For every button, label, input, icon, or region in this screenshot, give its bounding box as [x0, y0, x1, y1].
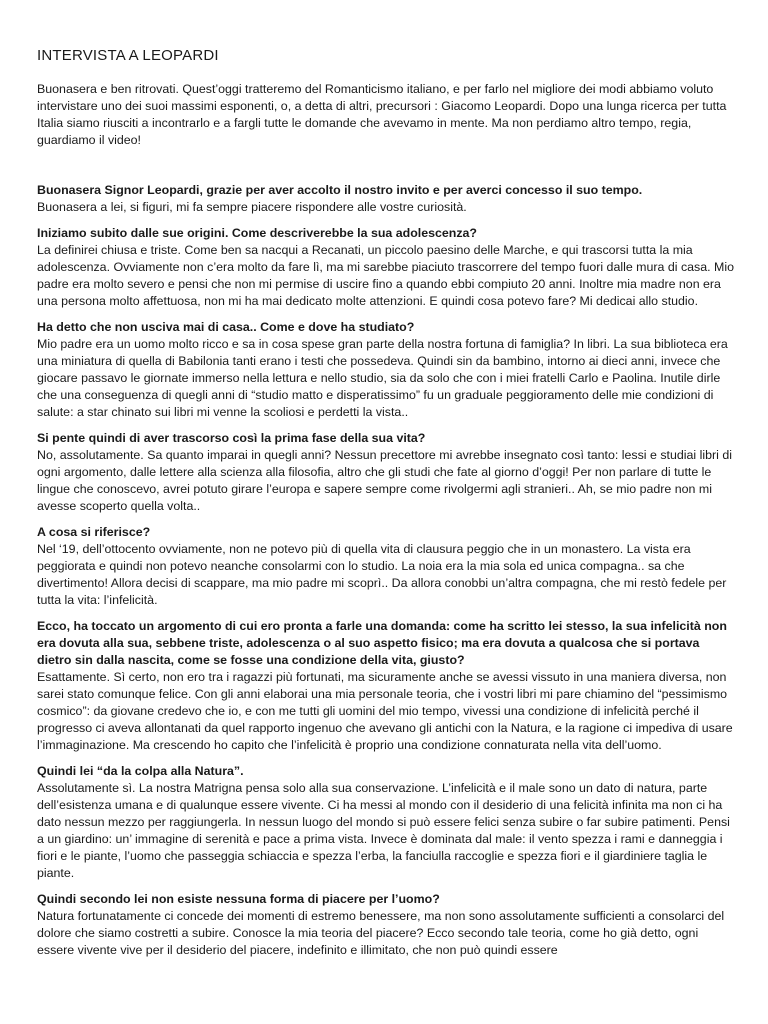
- answer: Mio padre era un uomo molto ricco e sa in cosa spese gran parte della nostra fortuna di famiglia? In libri. La sua biblioteca era una miniatura di quella di Babilonia tanti erano i testi che possedeva. Quindi sin da bambino, intorno ai dieci anni, invece che giocare passavo le giornate immerso nella lettura e nello studio, sia da solo che con i miei fratelli Carlo e Paolina. Inutile dirle che una conseguenza di quegli anni di “studio matto e disperatissimo” fu un graduale peggioramento delle mie condizioni di salute: a star chinato sui libri mi venne la scoliosi e perdetti la vista..: [37, 337, 728, 419]
- qa-block: [37, 763, 737, 882]
- question: Quindi lei “da la colpa alla Natura”.: [37, 764, 244, 778]
- document-page: [37, 47, 737, 968]
- document-title: INTERVISTA A LEOPARDI: [37, 47, 219, 64]
- qa-block: [37, 225, 737, 310]
- qa-block: [37, 430, 737, 515]
- question: Buonasera Signor Leopardi, grazie per aver accolto il nostro invito e per averci concesso il suo tempo.: [37, 183, 643, 197]
- answer: Assolutamente sì. La nostra Matrigna pensa solo alla sua conservazione. L’infelicità e il male sono un dato di natura, parte dell’esistenza umana e di qualunque essere vivente. Ci ha messi al mondo con il desiderio di una felicità infinita ma non ci ha dato nessun mezzo per raggiungerla. In nessun luogo del mondo si può essere felici senza subire o far subire patimenti. Pensi a un giardino: un’ immagine di serenità e pace a prima vista. Invece è dominata dal male: il vento spezza i rami e danneggia i fiori e le piante, l’uomo che passeggia schiaccia e spezza l’erba, la fanciulla raccoglie e spezza fiori e il giardiniere taglia le piante.: [37, 781, 730, 880]
- intro-paragraph: Buonasera e ben ritrovati. Quest’oggi tratteremo del Romanticismo italiano, e per farlo nel migliore dei modi abbiamo voluto intervistare uno dei suoi massimi esponenti, o, a detta di altri, precursori : Giacomo Leopardi. Dopo una lunga ricerca per tutta Italia siamo riusciti a incontrarlo e a fargli tutte le domande che avevamo in mente. Ma non perdiamo altro tempo, regia, guardiamo il video!: [37, 82, 727, 147]
- question: Si pente quindi di aver trascorso così la prima fase della sua vita?: [37, 431, 426, 445]
- answer: Buonasera a lei, si figuri, mi fa sempre piacere rispondere alle vostre curiosità.: [37, 200, 467, 214]
- qa-block: [37, 891, 737, 959]
- question: A cosa si riferisce?: [37, 525, 151, 539]
- qa-block: [37, 524, 737, 609]
- answer: Nel ‘19, dell’ottocento ovviamente, non ne potevo più di quella vita di clausura peggio che in un monastero. La vista era peggiorata e quindi non potevo neanche consolarmi con lo studio. La noia era la mia sola ed unica compagna.. sa che divertimento! Allora decisi di scappare, ma mio padre mi scoprì.. Da allora conobbi un’altra compagna, che mi restò fedele per tutta la vita: l’infelicità.: [37, 542, 727, 607]
- qa-block: [37, 182, 737, 216]
- question: Ha detto che non usciva mai di casa.. Come e dove ha studiato?: [37, 320, 415, 334]
- answer: Esattamente. Sì certo, non ero tra i ragazzi più fortunati, ma sicuramente anche se avessi vissuto in una maniera diversa, non sarei stato comunque felice. Con gli anni elaborai una mia personale teoria, che i vostri libri mi pare chiamino del “pessimismo cosmico”: da giovane credevo che io, e con me tutti gli uomini del mio tempo, vivessi una condizione di infelicità perché il progresso ci aveva allontanati da quel rapporto ingenuo che avevano gli antichi con la Natura, e la ragione ci impediva di usare l’immaginazione. Ma crescendo ho capito che l’infelicità è proprio una condizione connaturata nella vita dell’uomo.: [37, 670, 733, 752]
- qa-block: [37, 618, 737, 754]
- question: Iniziamo subito dalle sue origini. Come descriverebbe la sua adolescenza?: [37, 226, 478, 240]
- qa-block: [37, 319, 737, 421]
- answer: No, assolutamente. Sa quanto imparai in quegli anni? Nessun precettore mi avrebbe insegnato così tanto: lessi e studiai libri di ogni argomento, dalle lettere alla scienza alla filosofia, altro che gli studi che fate al giorno d’oggi! Per non parlare di tutte le lingue che conoscevo, avrei potuto girare l’europa e sapere sempre come rivolgermi agli stranieri.. Ah, se mio padre non mi avesse scoperto quella volta..: [37, 448, 732, 513]
- answer: Natura fortunatamente ci concede dei momenti di estremo benessere, ma non sono assolutamente sufficienti a consolarci del dolore che siamo costretti a subire. Conosce la mia teoria del piacere? Ecco secondo tale teoria, come ho già detto, ogni essere vivente vive per il desiderio del piacere, indefinito e illimitato, che non può quindi essere: [37, 909, 725, 957]
- question: Ecco, ha toccato un argomento di cui ero pronta a farle una domanda: come ha scritto lei stesso, la sua infelicità non era dovuta alla sua, sebbene triste, adolescenza o al suo aspetto fisico; ma era dovuta a qualcosa che si portava dietro sin dalla nascita, come se fosse una condizione della vita, giusto?: [37, 619, 727, 667]
- answer: La definirei chiusa e triste. Come ben sa nacqui a Recanati, un piccolo paesino delle Marche, e qui trascorsi tutta la mia adolescenza. Ovviamente non c’era molto da fare lì, ma mi sarebbe piaciuto trascorrere del tempo fuori dalle mura di casa. Mio padre era molto severo e pensi che non mi permise di uscire fino a quando ebbi compiuto 20 anni. Inoltre mia madre non era una persona molto affettuosa, non mi ha mai dedicato molte attenzioni. E quindi cosa potevo fare? Mi dedicai allo studio.: [37, 243, 734, 308]
- question: Quindi secondo lei non esiste nessuna forma di piacere per l’uomo?: [37, 892, 440, 906]
